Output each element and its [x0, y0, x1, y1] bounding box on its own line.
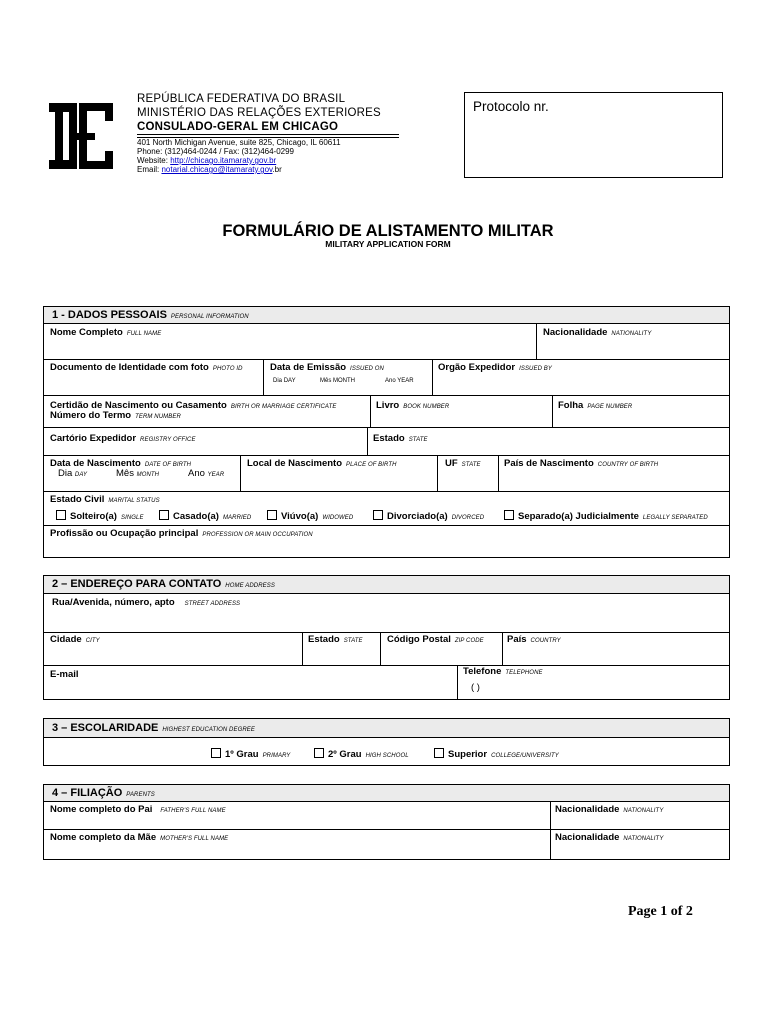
issue-month-label: Mês MONTH — [320, 378, 356, 384]
divider — [432, 359, 433, 395]
divider — [552, 395, 553, 427]
uf-label: UF STATE — [445, 458, 481, 469]
divider — [44, 525, 729, 526]
cob-label: País de Nascimento COUNTRY OF BIRTH — [504, 458, 659, 469]
divider — [44, 632, 729, 633]
section-personal — [43, 306, 730, 558]
cert-label: Certidão de Nascimento ou Casamento BIRTH OR MARRIAGE CERTIFICATE — [50, 400, 337, 411]
divider — [437, 455, 438, 491]
father-label: Nome completo do Pai FATHER'S FULL NAME — [50, 804, 226, 815]
nationality-label: Nacionalidade NATIONALITY — [543, 327, 652, 338]
divider — [44, 455, 729, 456]
country-label: País COUNTRY — [507, 634, 561, 645]
section-parents — [43, 784, 730, 860]
book-label: Livro BOOK NUMBER — [376, 400, 450, 411]
marital-label: Estado Civil MARITAL STATUS — [50, 494, 160, 505]
website-link[interactable]: http://chicago.itamaraty.gov.br — [170, 156, 277, 165]
term-label: Número do Termo TERM NUMBER — [50, 410, 181, 421]
divider — [457, 665, 458, 699]
divider — [44, 359, 729, 360]
registry-state-label: Estado STATE — [373, 433, 428, 444]
divider — [44, 491, 729, 492]
city-label: Cidade CITY — [50, 634, 100, 645]
checkbox[interactable] — [211, 748, 221, 758]
issue-year-label: Ano YEAR — [385, 378, 414, 384]
marital-widowed[interactable]: Viúvo(a) WIDOWED — [267, 510, 353, 522]
issue-date-label: Data de Emissão ISSUED ON — [270, 362, 384, 373]
checkbox[interactable] — [314, 748, 324, 758]
education-college[interactable]: Superior COLLEGE/UNIVERSITY — [434, 748, 559, 760]
street-label: Rua/Avenida, número, apto STREET ADDRESS — [52, 597, 241, 608]
divider — [302, 632, 303, 665]
protocol-box[interactable] — [464, 92, 723, 178]
divider — [44, 395, 729, 396]
phone-mask: ( ) — [471, 682, 480, 693]
checkbox[interactable] — [373, 510, 383, 520]
protocol-label: Protocolo nr. — [473, 99, 549, 114]
email-link[interactable]: notarial.chicago@itamaraty.gov — [161, 165, 273, 174]
divider — [240, 455, 241, 491]
profession-label: Profissão ou Ocupação principal PROFESSION OR MAIN OCCUPATION — [50, 528, 313, 539]
divider — [367, 427, 368, 455]
marital-single[interactable]: Solteiro(a) SINGLE — [56, 510, 144, 522]
mother-nationality-label: Nacionalidade NATIONALITY — [555, 832, 664, 843]
checkbox[interactable] — [56, 510, 66, 520]
state-label: Estado STATE — [308, 634, 363, 645]
mother-label: Nome completo da Mãe MOTHER'S FULL NAME — [50, 832, 229, 843]
header-republic: REPÚBLICA FEDERATIVA DO BRASIL — [137, 93, 346, 105]
email-suffix: .br — [272, 165, 282, 174]
divider — [44, 665, 729, 666]
zip-label: Código Postal ZIP CODE — [387, 634, 484, 645]
page-number: Page 1 of 2 — [628, 904, 693, 919]
education-high-school[interactable]: 2º Grau HIGH SCHOOL — [314, 748, 409, 760]
education-primary[interactable]: 1º Grau PRIMARY — [211, 748, 290, 760]
full-name-label: Nome Completo FULL NAME — [50, 327, 162, 338]
dob-month-label: Mês MONTH — [116, 468, 160, 479]
registry-label: Cartório Expedidor REGISTRY OFFICE — [50, 433, 196, 444]
header-rule — [137, 134, 399, 135]
divider — [44, 427, 729, 428]
checkbox[interactable] — [159, 510, 169, 520]
dob-day-label: Dia DAY — [58, 468, 88, 479]
header-ministry: MINISTÉRIO DAS RELAÇÕES EXTERIORES — [137, 107, 381, 119]
divider — [502, 632, 503, 665]
checkbox[interactable] — [267, 510, 277, 520]
section-title: 2 – ENDEREÇO PARA CONTATO HOME ADDRESS — [52, 578, 275, 590]
phone-label: Telefone TELEPHONE — [463, 666, 543, 677]
email-label: Email: — [137, 165, 162, 174]
divider — [498, 455, 499, 491]
consulate-logo — [49, 103, 113, 169]
divider — [44, 829, 729, 830]
father-nationality-label: Nacionalidade NATIONALITY — [555, 804, 664, 815]
divider — [536, 323, 537, 359]
dob-year-label: Ano YEAR — [188, 468, 225, 479]
website-label: Website: — [137, 156, 171, 165]
marital-married[interactable]: Casado(a) MARRIED — [159, 510, 251, 522]
id-doc-label: Documento de Identidade com foto PHOTO ID — [50, 362, 243, 373]
form-subtitle: MILITARY APPLICATION FORM — [325, 239, 451, 249]
section-title: 1 - DADOS PESSOAIS PERSONAL INFORMATION — [52, 309, 249, 321]
marital-separated[interactable]: Separado(a) Judicialmente LEGALLY SEPARATED — [504, 510, 708, 522]
pob-label: Local de Nascimento PLACE OF BIRTH — [247, 458, 397, 469]
email-field-label: E-mail — [50, 669, 79, 680]
dob-label: Data de Nascimento DATE OF BIRTH — [50, 458, 192, 469]
section-education — [43, 718, 730, 766]
header-address: 401 North Michigan Avenue, suite 825, Chicago, IL 60611 — [137, 138, 341, 147]
header-email — [137, 165, 282, 175]
folha-label: Folha PAGE NUMBER — [558, 400, 633, 411]
form-title: FORMULÁRIO DE ALISTAMENTO MILITAR — [222, 222, 554, 240]
issuer-label: Orgão Expedidor ISSUED BY — [438, 362, 552, 373]
section-title: 4 – FILIAÇÃO PARENTS — [52, 787, 155, 799]
divider — [263, 359, 264, 395]
header-phone: Phone: (312)464-0244 / Fax: (312)464-0299 — [137, 147, 294, 156]
header-consulate: CONSULADO-GERAL EM CHICAGO — [137, 121, 339, 133]
checkbox[interactable] — [504, 510, 514, 520]
checkbox[interactable] — [434, 748, 444, 758]
divider — [550, 801, 551, 859]
issue-day-label: Dia DAY — [273, 378, 296, 384]
divider — [380, 632, 381, 665]
section-title: 3 – ESCOLARIDADE HIGHEST EDUCATION DEGREE — [52, 722, 255, 734]
section-address — [43, 575, 730, 700]
divider — [370, 395, 371, 427]
marital-divorced[interactable]: Divorciado(a) DIVORCED — [373, 510, 484, 522]
